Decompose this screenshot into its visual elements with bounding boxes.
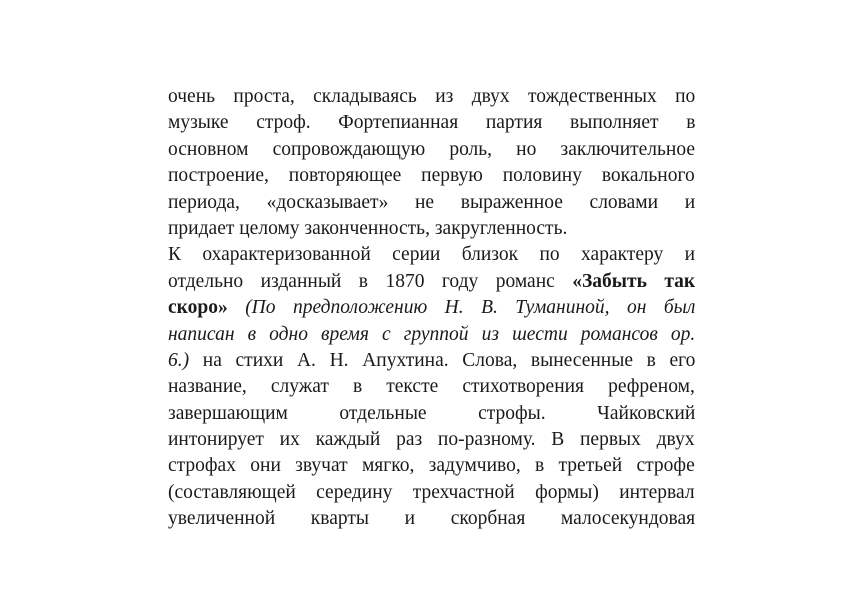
text-segment: строфах они звучат мягко, задумчиво, в третьей строфе (168, 455, 695, 477)
text-line (168, 242, 695, 268)
italic-note: (По предположению Н. В. Туманиной, он был (245, 297, 696, 319)
text-line (168, 427, 695, 453)
text-line (168, 216, 695, 242)
text-line (168, 110, 695, 136)
text-segment: К охарактеризованной серии близок по характеру и (168, 244, 696, 266)
text-segment: музыке строф. Фортепианная партия выполняет в (168, 112, 696, 134)
text-segment: придает целому законченность, закругленность. (168, 217, 568, 239)
text-line (168, 269, 695, 295)
bold-title: скоро» (168, 297, 228, 319)
text-segment: завершающим отдельные строфы. Чайковский (168, 402, 696, 424)
text-line (168, 506, 695, 532)
text-segment: построение, повторяющее первую половину вокального (168, 165, 695, 187)
body-text (168, 84, 695, 533)
text-segment: периода, «досказывает» не выраженное словами и (168, 191, 696, 213)
text-line (168, 401, 695, 427)
bold-title: «Забыть так (572, 270, 696, 292)
text-line (168, 137, 695, 163)
text-segment: отдельно изданный в 1870 году романс (168, 270, 573, 292)
text-segment: интонирует их каждый раз по-разному. В первых двух (168, 429, 695, 451)
text-segment: основном сопровождающую роль, но заключительное (168, 138, 696, 160)
text-line (168, 322, 695, 348)
text-line (168, 348, 695, 374)
text-line (168, 163, 695, 189)
text-line (168, 84, 695, 110)
text-segment: (составляющей середину трехчастной формы) интервал (168, 481, 695, 503)
text-segment: название, служат в тексте стихотворения рефреном, (168, 376, 695, 398)
text-line (168, 190, 695, 216)
italic-note: 6.) (168, 349, 190, 371)
text-line (168, 480, 695, 506)
italic-note: написан в одно время с группой из шести романсов ор. (168, 323, 696, 345)
text-segment: на стихи А. Н. Апухтина. Слова, вынесенные в его (189, 349, 696, 371)
text-segment: очень проста, складываясь из двух тождественных по (168, 86, 696, 107)
text-line (168, 453, 695, 479)
text-segment: увеличенной кварты и скорбная малосекундовая (168, 508, 696, 530)
text-segment (228, 297, 245, 318)
text-line (168, 295, 695, 321)
text-line (168, 374, 695, 400)
